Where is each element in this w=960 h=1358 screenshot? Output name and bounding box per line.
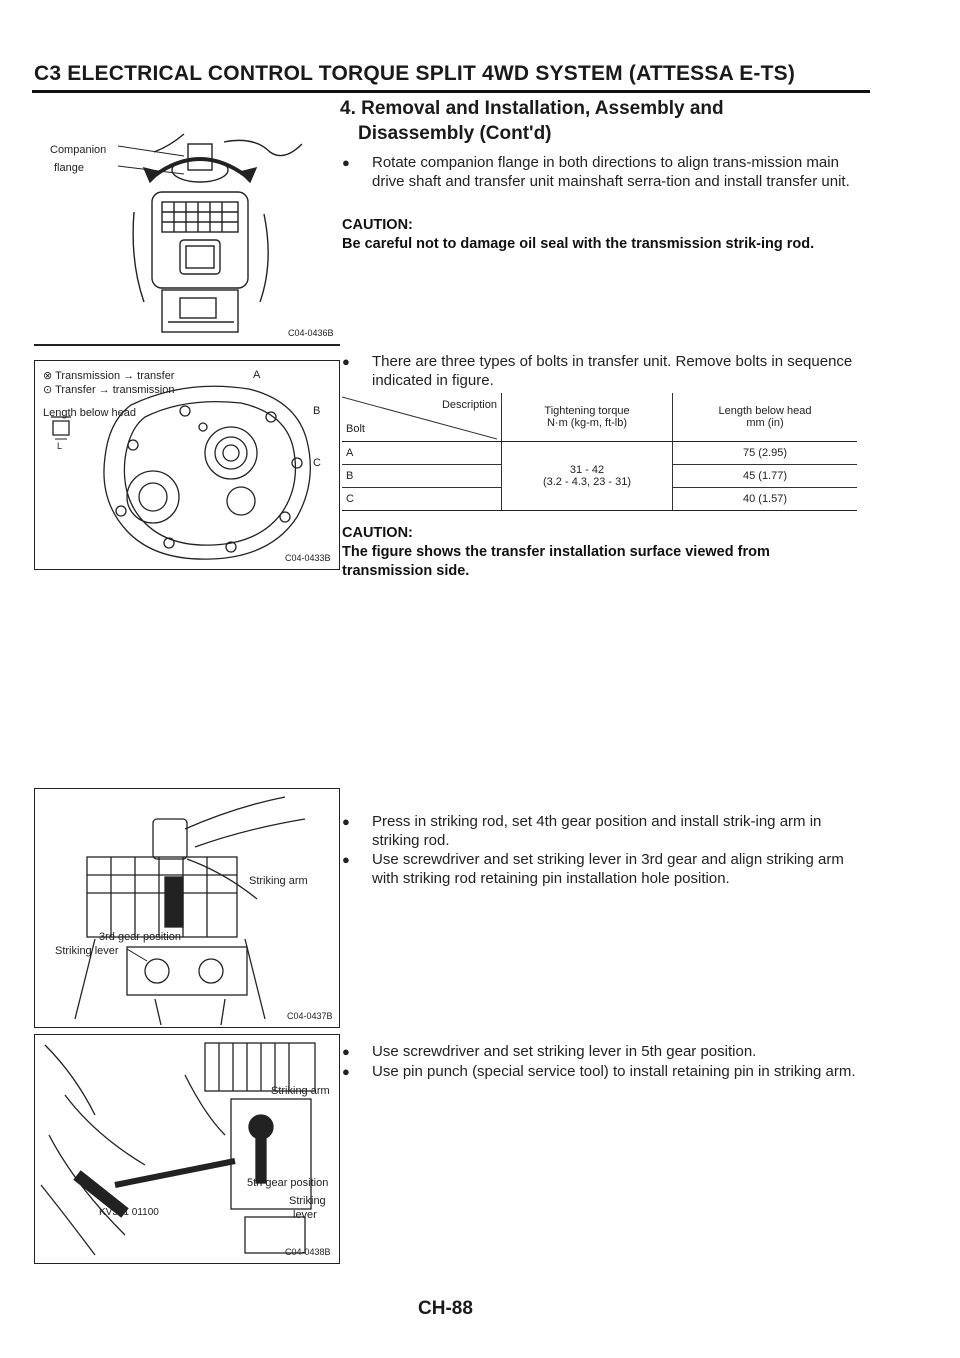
caution-text: Be careful not to damage oil seal with the transmission strik-ing rod.	[342, 236, 815, 252]
striking-arm-illustration	[35, 789, 339, 1027]
header-torque-line1: Tightening torque	[544, 405, 630, 417]
section-title-line2: Disassembly (Cont'd)	[358, 123, 552, 144]
cell-bolt: C	[342, 488, 502, 511]
instruction-text: Use screwdriver and set striking lever in 5th gear position.	[372, 1043, 757, 1060]
section-title	[340, 96, 860, 146]
torque-range: 31 - 42	[569, 464, 605, 476]
header-description: Description	[441, 399, 497, 411]
label-length-below-head: Length below head	[43, 407, 136, 419]
marker-a: A	[253, 369, 261, 381]
figure-code: C04-0437B	[287, 1011, 333, 1021]
instruction-bullet	[342, 1042, 872, 1061]
header-cell-torque	[502, 393, 673, 442]
instruction-text: There are three types of bolts in transfer unit. Remove bolts in sequence indicated in figure.	[372, 353, 853, 389]
label-5th-gear-position: 5th gear position	[247, 1177, 329, 1189]
bullet-dot: ●	[342, 155, 350, 170]
table-row	[342, 442, 857, 465]
figure-pin-punch-5th-gear	[34, 1034, 340, 1264]
header-rule	[32, 90, 870, 93]
label-l: L	[57, 441, 63, 451]
legend-transfer-to-transmission: ⊙ Transfer → transmission	[43, 384, 175, 396]
bullet-dot: ●	[342, 814, 350, 829]
cell-bolt: A	[342, 442, 502, 465]
label-3rd-gear-position: 3rd gear position	[99, 931, 181, 943]
caution-block	[342, 524, 862, 581]
bullet-dot: ●	[342, 354, 350, 369]
instruction-text: Rotate companion flange in both directions to align trans-mission main drive shaft and transfer unit mainshaft serra-tion and install transfer unit.	[372, 154, 850, 190]
instruction-bullet	[342, 153, 862, 191]
header-cell-bolt	[342, 393, 502, 442]
table-header-row	[342, 393, 857, 442]
bullet-dot: ●	[342, 852, 350, 867]
header-torque-line2: N·m (kg-m, ft-lb)	[546, 417, 628, 429]
header-length-line1: Length below head	[718, 405, 812, 417]
instruction-text: Press in striking rod, set 4th gear position and install strik-ing arm in striking rod.	[372, 813, 822, 849]
caution-block	[342, 216, 862, 254]
instruction-bullet	[342, 850, 862, 888]
cell-length: 45 (1.77)	[673, 465, 858, 488]
label-striking-arm: Striking arm	[271, 1085, 330, 1097]
caution-text: The figure shows the transfer installation surface viewed from transmission side.	[342, 544, 770, 579]
figure-bolt-locations	[34, 360, 340, 570]
pin-punch-illustration	[35, 1035, 339, 1263]
marker-c: C	[313, 457, 321, 469]
label-tool-number: KV321 01100	[99, 1207, 159, 1218]
label-flange: flange	[54, 162, 84, 174]
bullet-dot: ●	[342, 1044, 350, 1059]
figure-rule	[34, 344, 340, 346]
cell-torque	[502, 442, 673, 511]
figure-code: C04-0436B	[288, 328, 334, 338]
label-lever: lever	[293, 1209, 317, 1221]
figure-code: C04-0438B	[285, 1247, 331, 1257]
legend-transmission-to-transfer: ⊗ Transmission → transfer	[43, 370, 175, 382]
torque-range-alt: (3.2 - 4.3, 23 - 31)	[542, 476, 632, 488]
header-cell-length	[673, 393, 858, 442]
bolt-spec-table	[342, 393, 857, 511]
cell-bolt: B	[342, 465, 502, 488]
header-bolt: Bolt	[346, 423, 365, 435]
section-title-line1: 4. Removal and Installation, Assembly and	[340, 98, 724, 119]
label-striking-arm: Striking arm	[249, 875, 308, 887]
page-header-title: C3 ELECTRICAL CONTROL TORQUE SPLIT 4WD SYSTEM (ATTESSA E-TS)	[34, 62, 796, 85]
figure-companion-flange	[34, 122, 338, 342]
caution-label: CAUTION:	[342, 217, 413, 233]
instruction-bullet	[342, 352, 862, 390]
label-striking-lever: Striking lever	[55, 945, 119, 957]
instruction-bullet	[342, 1062, 872, 1081]
header-length-line2: mm (in)	[746, 417, 784, 429]
caution-label: CAUTION:	[342, 525, 413, 541]
marker-b: B	[313, 405, 321, 417]
label-companion: Companion	[50, 144, 107, 156]
figure-code: C04-0433B	[285, 553, 331, 563]
cell-length: 40 (1.57)	[673, 488, 858, 511]
label-striking: Striking	[289, 1195, 326, 1207]
page-number: CH-88	[418, 1298, 473, 1319]
figure-striking-arm-3rd-gear	[34, 788, 340, 1028]
instruction-bullet	[342, 812, 862, 850]
instruction-text: Use screwdriver and set striking lever in 3rd gear and align striking arm with striking rod retaining pin installation hole position.	[372, 851, 844, 887]
bullet-dot: ●	[342, 1064, 350, 1079]
cell-length: 75 (2.95)	[673, 442, 858, 465]
instruction-text: Use pin punch (special service tool) to install retaining pin in striking arm.	[372, 1063, 856, 1080]
